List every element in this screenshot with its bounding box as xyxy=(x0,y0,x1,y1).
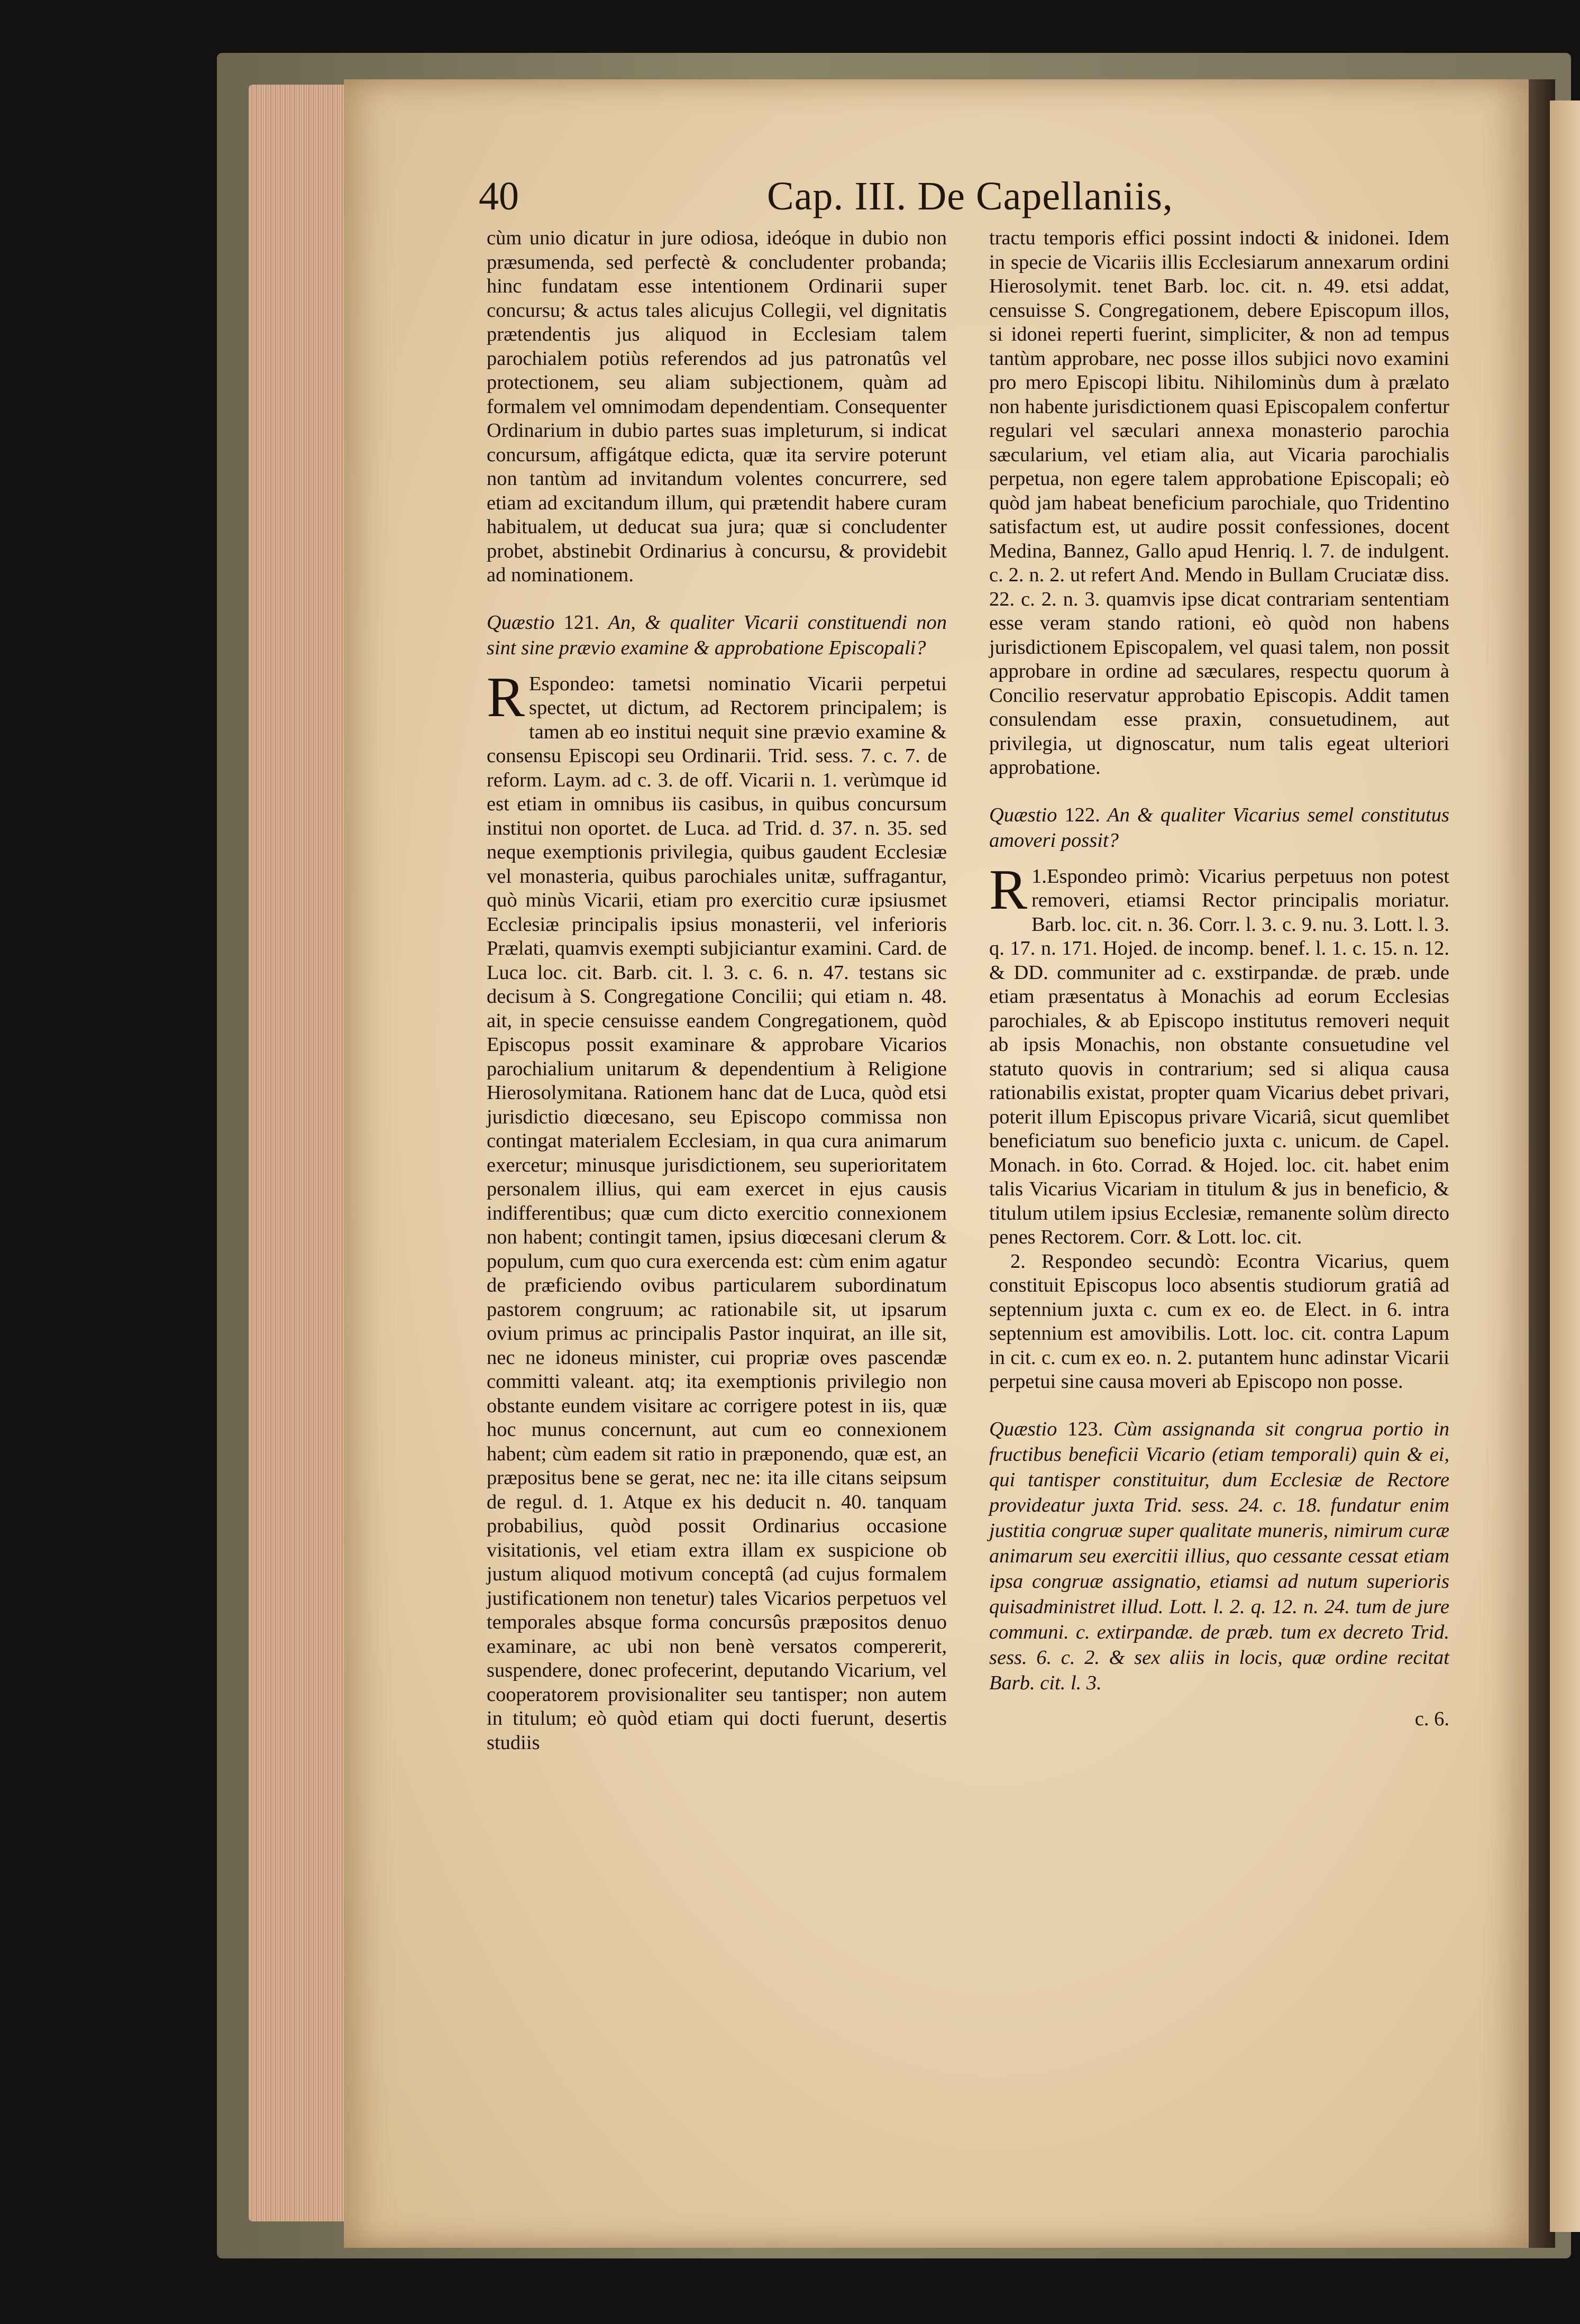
chapter-title: Cap. III. De Capellaniis, xyxy=(767,174,1173,218)
paragraph-text: Espondeo primò: Vicarius perpetuus non potest removeri, etiamsi Rector principalis moriatur. Barb. loc. cit. n. 36. Corr. l. 3. c. 9. nu. 3. Lott. l. 3. q. 17. n. 171. Hojed. de incomp. benef. l. 1. c. 15. n. 12. & DD. communiter ad c. exstirpandæ. de præb. unde etiam præsentatus à Monachis ad eorum Ecclesias parochiales, & ab Episcopo institutus removeri nequit ab ipsis Monachis, non obstante consuetudine vel statuto quovis in contrarium; sed si aliqua causa rationabilis existat, propter quam Vicarius debet privari, poterit illum Episcopus privare Vicariâ, sicut quemlibet beneficiatum suo beneficio juxta c. unicum. de Capel. Monach. in 6to. Corrad. & Hojed. loc. cit. habet enim talis Vicarius Vicariam in titulum & jus in beneficio, & titulum utilem ipsius Ecclesiæ, remanente solùm directo penes Rectorem. Corr. & Lott. loc. cit. xyxy=(989,865,1449,1248)
facing-page-edge xyxy=(1550,100,1580,2232)
quaestio-text: An, & qualiter Vicarii constituendi non sint sine prævio examine & approbatione Episcopali? xyxy=(487,611,947,659)
quaestio-label: Quæstio xyxy=(487,611,555,634)
quaestio-number: 121. xyxy=(563,611,599,634)
page-edges xyxy=(249,85,354,2221)
paragraph xyxy=(989,858,1449,1250)
paragraph xyxy=(487,665,947,1755)
paragraph: 2. Respondeo secundò: Econtra Vicarius, quem constituit Episcopus loco absentis studiorum gratiâ ad septennium juxta c. cum ex eo. de Elect. in 6. intra septennium est amovibilis. Lott. loc. cit. contra Lapum in cit. c. cum ex eo. n. 2. putantem hunc adinstar Vicarii perpetui sine causa moveri ab Episcopo non posse. xyxy=(989,1250,1449,1393)
catchword: c. 6. xyxy=(1414,1707,1449,1730)
drop-cap: R xyxy=(989,858,1028,921)
quaestio-heading xyxy=(989,1416,1449,1696)
left-column xyxy=(487,226,947,1755)
quaestio-number: 122. xyxy=(1064,803,1100,826)
paragraph: tractu temporis effici possint indocti & inidonei. Idem in specie de Vicariis illis Ecclesiarum annexarum ordini Hierosolymit. tenet Barb. loc. cit. n. 49. etsi addat, censuisse S. Congregationem, debere Episcopum illos, si idonei reperti fuerint, simpliciter, & non ad tempus tantùm approbare, nec posse illos subjici novo examini pro mero Episcopi libitu. Nihilominùs dum à prælato non habente jurisdictionem quasi Episcopalem confertur regulari vel sæculari annexa monasterio parochia sæcularium, vel etiam alia, aut Vicaria parochialis perpetua, non egere talem approbatione Episcopali; eò quòd jam habeat beneficium parochiale, quo Tridentino satisfactum est, ut audire possit confessiones, docent Medina, Bannez, Gallo apud Henriq. l. 7. de indulgent. c. 2. n. 2. ut refert And. Mendo in Bullam Cruciatæ diss. 22. c. 2. n. 3. quamvis ipse dicat contrariam sententiam esse veram stando rationi, eò quòd non habens jurisdictionem Episcopalem, vel quasi talem, non possit approbare in ordine ad sæculares, respectu quorum à Concilio reservatur approbatio Episcopis. Addit tamen consulendam esse praxin, consuetudinem, aut privilegia, ut dignoscatur, num talis egeat ulteriori approbatione. xyxy=(989,227,1449,779)
quaestio-text: Cùm assignanda sit congrua portio in fructibus beneficii Vicario (etiam temporali) quin & ei, qui tantisper constituitur, dum Ecclesiæ de Rectore provideatur juxta Trid. sess. 24. c. 18. fundatur enim justitia congruæ super qualitate muneris, nimirum curæ animarum seu exercitii illius, quo cessante cessat etiam ipsa congruæ assignatio, etiamsi ad nutum superioris quisadministret illud. Lott. l. 2. q. 12. n. 24. tum de jure communi. c. extirpandæ. de præb. tum ex decreto Trid. sess. 6. c. 2. & sex aliis in locis, quæ ordine recitat Barb. cit. l. 3. xyxy=(989,1417,1450,1694)
right-column xyxy=(989,226,1449,1731)
quaestio-heading xyxy=(989,802,1449,853)
response-number: 1. xyxy=(1031,865,1047,887)
drop-cap: R xyxy=(487,665,525,729)
running-head xyxy=(479,168,1478,226)
quaestio-label: Quæstio xyxy=(989,803,1057,826)
quaestio-label: Quæstio xyxy=(989,1417,1057,1440)
quaestio-text: An & qualiter Vicarius semel constitutus amoveri possit? xyxy=(989,803,1449,852)
paragraph-text: Espondeo: tametsi nominatio Vicarii perpetui spectet, ut dictum, ad Rectorem principalem; is tamen ab eo institui nequit sine prævio examine & consensu Episcopi seu Ordinarii. Trid. sess. 7. c. 7. de reform. Laym. ad c. 3. de off. Vicarii n. 1. verùmque id est etiam in omnibus iis casibus, in quibus concursum institui non oportet. de Luca. ad Trid. d. 37. n. 35. sed neque exemptionis privilegia, quibus gaudent Ecclesiæ vel monasteria, quibus parochiales unitæ, suffragantur, quò minùs Vicarii, etiam pro exercitio curæ ipsiusmet Ecclesiæ principalis ipsius monasterii, vel inferioris Prælati, quamvis exempti subjiciantur examini. Card. de Luca loc. cit. Barb. cit. l. 3. c. 6. n. 47. testans sic decisum à S. Congregatione Concilii; qui etiam n. 48. ait, in specie censuisse eandem Congregationem, quòd Episcopus possit examinare & approbare Vicarios parochialium unitarum & dependentium à Religione Hierosolymitana. Rationem hanc dat de Luca, quòd etsi jurisdictio diœcesano, seu Episcopo commissa non contingat materialem Ecclesiam, in qua cura animarum exercetur; minusque jurisdictionem, seu superioritatem personalem illius, qui eam exercet in ejus causis indifferentibus; quæ cum dicto exercitio connexionem non habent; contingit tamen, ipsius diœcesani clerum & populum, cum quo cura exercenda est: cùm enim agatur de præficiendo ovibus particularem subordinatum pastorem congruum; ac rationabile sit, ut ipsarum ovium primus ac principalis Pastor inquirat, an ille sit, nec ne idoneus minister, cui propriæ oves pascendæ committi valeant. atq; ita exemptionis privilegio non obstante eundem visitare ac corrigere potest in iis, quæ hoc munus concernunt, aut cum eo connexionem habent; cùm eadem sit ratio in præponendo, quæ est, an præpositus bene se gerat, nec ne: ita ille citans seipsum de regul. d. 1. Atque ex his deducit n. 40. tanquam probabilius, quòd possit Ordinarius occasione visitationis, vel etiam extra illam ex suspicione ob justum aliquod motivum conceptâ (ad cujus formalem justificationem non tenetur) tales Vicarios perpetuos vel temporales absque forma concursûs præpositos denuo examinare, ac ubi non benè versatos compererit, suspendere, donec profecerint, deputando Vicarium, vel cooperatorem provisionaliter seu tantisper; non autem in titulum; eò quòd etiam qui docti fuerunt, desertis studiis xyxy=(487,672,947,1754)
page-number: 40 xyxy=(479,174,519,218)
paragraph: cùm unio dicatur in jure odiosa, ideóque in dubio non præsumenda, sed perfectè & concludenter probanda; hinc fundatam esse intentionem Ordinarii super concursu; & actus tales alicujus Collegii, vel dignitatis prætendentis jus aliquod in Ecclesiam talem parochialem potiùs referendos ad jus patronatûs vel protectionem, seu aliam subjectionem, quàm ad formalem vel omnimodam dependentiam. Consequenter Ordinarium in dubio partes suas impleturum, si indicat concursum, affigátque edicta, quæ ita servire poterunt non tantùm ad invitandum volentes concurrere, sed etiam ad excitandum illum, qui prætendit habere curam habitualem, ut deducat sua jura; quæ si concludenter probet, abstinebit Ordinarius à concursu, & providebit ad nominationem. xyxy=(487,227,947,586)
quaestio-number: 123. xyxy=(1067,1417,1103,1440)
quaestio-heading xyxy=(487,610,947,661)
